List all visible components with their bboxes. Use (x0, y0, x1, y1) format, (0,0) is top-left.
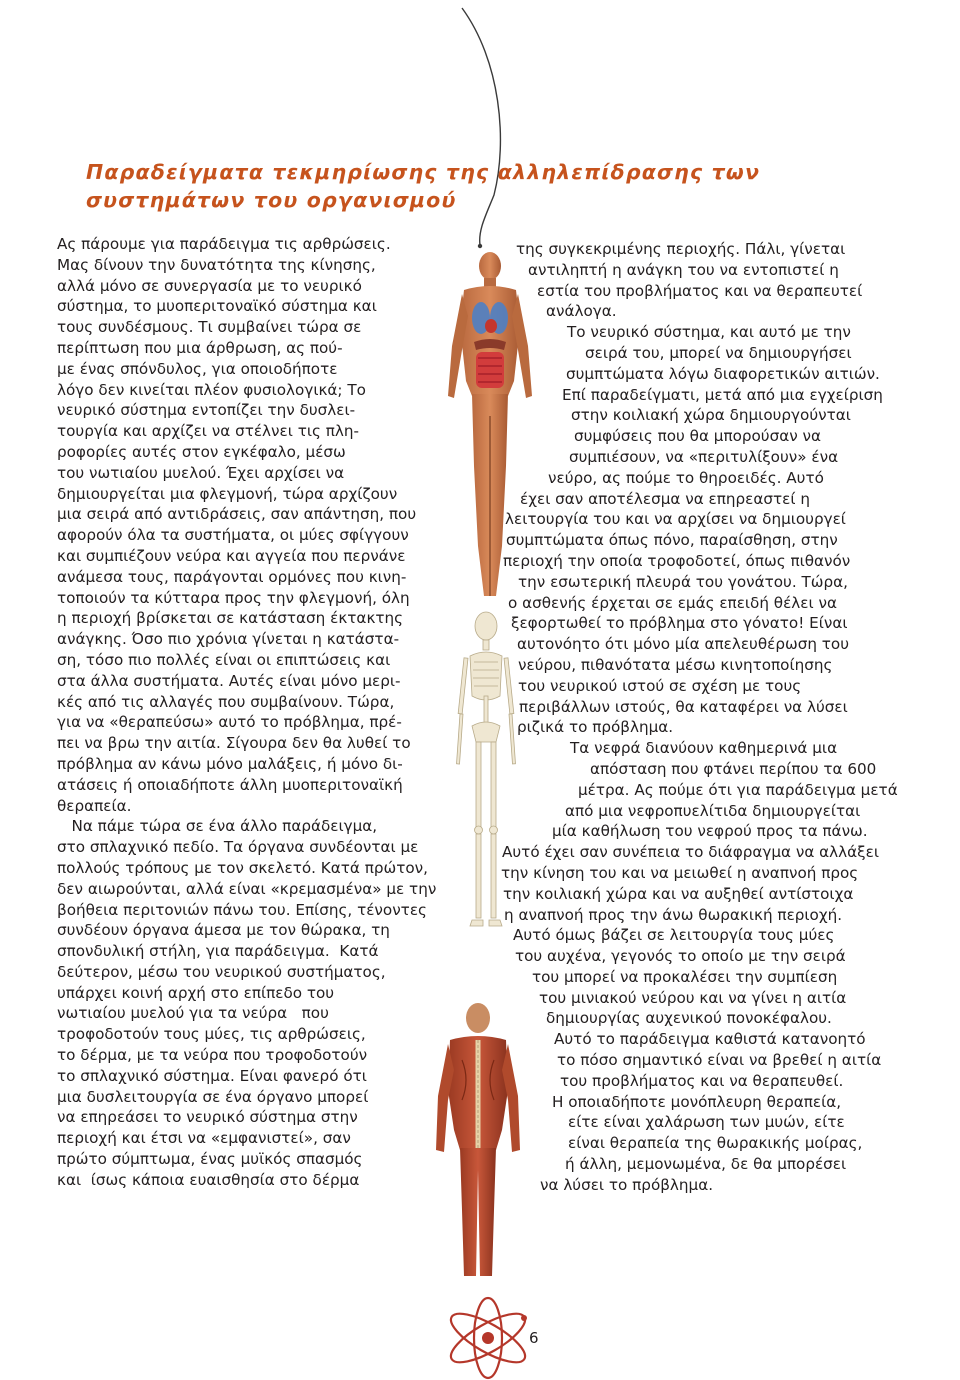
text-line: δημιουργείται μια φλεγμονή, τώρα αρχίζουν (57, 484, 398, 503)
text-line: περίπτωση που μια άρθρωση, ας πού- (57, 338, 343, 357)
text-line: μία καθήλωση του νεφρού προς τα πάνω. (552, 822, 868, 841)
page-number: 6 (529, 1329, 539, 1347)
text-line: με ένας σπόνδυλος, για οποιοδήποτε (57, 359, 338, 378)
text-line: είτε είναι χαλάρωση των μυών, είτε (568, 1113, 845, 1132)
text-line: πρόβλημα αν κάνω μόνο μαλάξεις, ή μόνο δι- (57, 754, 403, 773)
text-line: αφορούν όλα τα συστήματα, οι μύες σφίγγουν (57, 526, 409, 545)
text-line: τροφοδοτούν τους μύες, τις αρθρώσεις, (57, 1025, 366, 1044)
text-line: λειτουργία του και να αρχίσει να δημιουργεί (505, 510, 846, 529)
text-line: πολλούς τρόπους με τον σκελετό. Κατά πρώτον, (57, 858, 428, 877)
text-line: ανάμεσα τους, παράγονται ορμόνες που κινη- (57, 567, 407, 586)
text-line: Τα νεφρά διανύουν καθημερινά μια (570, 739, 838, 758)
text-line: και ίσως κάποια ευαισθησία στο δέρμα (57, 1170, 360, 1189)
text-line: περιβάλλων ιστούς, θα καταφέρει να λύσει (519, 697, 848, 716)
text-line: στην κοιλιακή χώρα δημιουργούνται (571, 406, 851, 425)
text-line: Αυτό έχει σαν συνέπεια το διάφραγμα να αλλάξει (502, 843, 879, 862)
text-line: ανάλογα. (546, 302, 617, 321)
title-line-1: Παραδείγματα τεκμηρίωσης της αλληλεπίδρασης των (86, 160, 761, 184)
text-line: αλλά μόνο σε συνεργασία με το νευρικό (57, 276, 362, 295)
text-line: να επηρεάσει το νευρικό σύστημα στην (57, 1108, 358, 1127)
text-line: του νευρικού ιστού σε σχέση με τους (518, 676, 802, 695)
text-line: βοήθεια περιτονιών πάνω του. Επίσης, τένοντες (57, 900, 427, 919)
text-line: του μπορεί να προκαλέσει την συμπίεση (532, 967, 838, 986)
text-line: κές από τις αλλαγές που συμβαίνουν. Τώρα, (57, 692, 395, 711)
text-line: την κοιλιακή χώρα και να αυξηθεί αντίστοιχα (503, 884, 854, 903)
text-line: του προβλήματος και να θεραπευθεί. (560, 1071, 844, 1090)
text-line: αντιληπτή η ανάγκη του να εντοπιστεί η (528, 260, 839, 279)
text-line: δεν αιωρούνται, αλλά είναι «κρεμασμένα» με την (57, 879, 437, 898)
text-line: δεύτερον, μέσω του νευρικού συστήματος, (57, 962, 386, 981)
text-line: ή άλλη, μεμονωμένα, δε θα μπορέσει (565, 1155, 847, 1174)
text-line: τους συνδέσμους. Τι συμβαίνει τώρα σε (57, 318, 362, 337)
text-line: ξεφορτωθεί το πρόβλημα στο γόνατο! Είναι (511, 614, 848, 633)
text-line: αυτονόητο ότι μόνο μία απελευθέρωση του (517, 635, 850, 654)
text-line: του νωτιαίου μυελού. Έχει αρχίσει να (57, 463, 345, 482)
text-line: Το νευρικό σύστημα, και αυτό με την (567, 323, 851, 342)
text-line: σύστημα, το μυοπεριτοναϊκό σύστημα και (57, 297, 377, 316)
text-line: του αυχένα, γεγονός το οποίο με την σειρά (515, 947, 846, 966)
text-line: Μας δίνουν την δυνατότητα της κίνησης, (57, 255, 376, 274)
text-line: εστία του προβλήματος και να θεραπευτεί (537, 281, 863, 300)
text-line: για να «θεραπεύσω» αυτό το πρόβλημα, πρέ- (57, 713, 402, 732)
text-line: περιοχή και έτσι να «εμφανιστεί», σαν (57, 1129, 351, 1148)
text-line: συμπτώματα λόγω διαφορετικών αιτιών. (566, 364, 880, 383)
text-line: πει να βρω την αιτία. Σίγουρα δεν θα λυθεί το (57, 734, 411, 753)
text-line: συμπιέσουν, να «περιτυλίξουν» ένα (569, 447, 839, 466)
text-line: της συγκεκριμένης περιοχής. Πάλι, γίνεται (516, 240, 846, 258)
text-line: περιοχή την οποία τροφοδοτεί, όπως πιθανόν (503, 551, 851, 570)
text-line: μια δυσλειτουργία σε ένα όργανο μπορεί (57, 1087, 369, 1106)
text-line: και συμπιέζουν νεύρα και αγγεία που περνάνε (57, 546, 406, 565)
text-line: νεύρο, ας πούμε το θηροειδές. Αυτό (548, 468, 824, 487)
text-line: είναι θεραπεία της θωρακικής μοίρας, (568, 1134, 863, 1153)
text-line: Αυτό το παράδειγμα καθιστά κατανοητό (554, 1030, 866, 1049)
atom-logo (438, 1282, 538, 1380)
text-line: Ας πάρουμε για παράδειγμα τις αρθρώσεις. (57, 235, 391, 253)
text-line: νεύρου, πιθανότατα μέσω κινητοποίησης (518, 655, 833, 674)
title-line-2: συστημάτων του οργανισμού (86, 188, 457, 212)
text-line: τοποιούν τα κύτταρα προς την φλεγμονή, όλη (57, 588, 410, 607)
text-line: νωτιαίου μυελού για τα νεύρα που (57, 1004, 329, 1023)
text-line: το πόσο σημαντικό είναι να βρεθεί η αιτία (557, 1051, 882, 1070)
text-line: μια σειρά από αντιδράσεις, σαν απάντηση, που (57, 505, 417, 524)
text-line: το δέρμα, με τα νεύρα που τροφοδοτούν (57, 1046, 368, 1065)
right-text-column (0, 239, 898, 1196)
text-line: νευρικό σύστημα εντοπίζει την δυσλει- (57, 401, 356, 420)
text-line: συνδέουν όργανα άμεσα με τον θώρακα, τη (57, 921, 390, 940)
text-line: στο σπλαχνικό πεδίο. Τα όργανα συνδέονται με (57, 838, 419, 857)
text-line: σπονδυλική στήλη, για παράδειγμα. Κατά (57, 942, 379, 961)
text-line: μέτρα. Ας πούμε ότι για παράδειγμα μετά (578, 780, 898, 799)
text-line: από μια νεφροπυελίτιδα δημιουργείται (565, 801, 861, 820)
text-line: σειρά του, μπορεί να δημιουργήσει (585, 343, 852, 362)
text-line: θεραπεία. (57, 796, 132, 815)
text-line: Να πάμε τώρα σε ένα άλλο παράδειγμα, (57, 817, 378, 836)
text-line: Αυτό όμως βάζει σε λειτουργία τους μύες (513, 926, 835, 945)
text-line: να λύσει το πρόβλημα. (540, 1175, 714, 1194)
text-line: ο ασθενής έρχεται σε εμάς επειδή θέλει να (508, 593, 837, 612)
text-line: ροφορίες αυτές στον εγκέφαλο, μέσω (57, 442, 346, 461)
text-line: υπάρχει κοινή αρχή στο επίπεδο του (57, 983, 335, 1002)
page-title (86, 158, 786, 214)
text-line: το σπλαχνικό σύστημα. Είναι φανερό ότι (57, 1066, 367, 1085)
text-line: έχει σαν αποτέλεσμα να επηρεαστεί η (520, 489, 810, 508)
text-line: Η οποιαδήποτε μονόπλευρη θεραπεία, (552, 1092, 842, 1111)
text-line: Επί παραδείγματι, μετά από μια εγχείριση (562, 385, 883, 404)
text-line: στα άλλα συστήματα. Αυτές είναι μόνο μερι- (57, 671, 401, 690)
text-line: την κίνηση του και να μειωθεί η αναπνοή προς (501, 863, 859, 882)
text-line: συμφύσεις που θα μπορούσαν να (574, 427, 822, 446)
text-line: ση, τόσο πιο πολλές είναι οι επιπτώσεις και (57, 650, 391, 669)
text-line: την εσωτερική πλευρά του γονάτου. Τώρα, (518, 572, 848, 591)
text-line: του μινιακού νεύρου και να γίνει η αιτία (539, 988, 847, 1007)
text-line: λόγο δεν κινείται πλέον φυσιολογικά; Το (57, 380, 366, 399)
text-line: η περιοχή βρίσκεται σε κατάσταση έκτακτης (57, 609, 404, 628)
text-line: ανάγκης. Όσο πιο χρόνια γίνεται η κατάστα- (57, 630, 400, 649)
text-line: η αναπνοή προς την άνω θωρακική περιοχή. (504, 905, 843, 924)
text-line: απόσταση που φτάνει περίπου τα 600 (590, 759, 877, 778)
text-line: τουργία και αρχίζει να στέλνει τις πλη- (57, 422, 359, 441)
text-line: συμπτώματα όπως πόνο, παραίσθηση, στην (506, 531, 838, 550)
text-line: δημιουργίας αυχενικού πονοκέφαλου. (546, 1009, 832, 1028)
text-line: ριζικά το πρόβλημα. (517, 718, 674, 737)
text-line: πρώτο σύμπτωμα, ένας μυϊκός σπασμός (57, 1150, 363, 1169)
text-line: ατάσεις ή οποιαδήποτε άλλη μυοπεριτοναϊκή (57, 775, 403, 794)
